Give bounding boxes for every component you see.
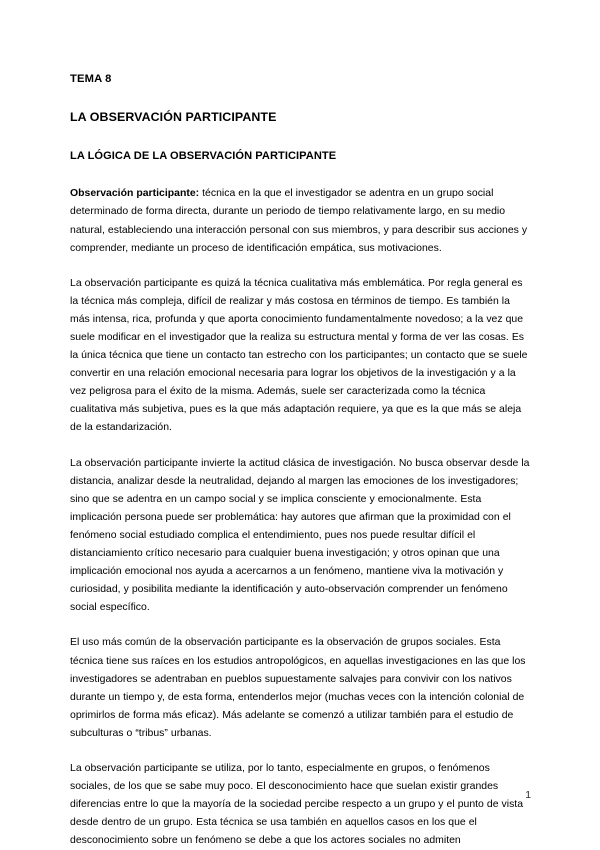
- body-paragraph: La observación participante es quizá la técnica cualitativa más emblemática. Por regla general es la técnica más compleja, difícil de realizar y más costosa en términos de tiempo. Es también la más intensa, rica, profunda y que aporta conocimiento fundamentalmente novedoso; a la vez que suele modificar en el investigador que la realiza su estructura mental y forma de ver las cosas. Es la única técnica que tiene un contacto tan estrecho con los participantes; un contacto que se suele convertir en una relación emocional necesaria para lograr los objetivos de la investigación y a la vez peligrosa para el éxito de la misma. Además, suele ser caracterizada como la técnica cualitativa más subjetiva, pues es la que más adaptación requiere, ya que es la que más se aleja de la estandarización.: [70, 277, 528, 434]
- definition-text: técnica en la que el investigador se adentra en un grupo social determinado de forma directa, durante un periodo de tiempo relativamente largo, en su medio natural, estableciendo una interacción personal con sus miembros, y para describir sus acciones y comprender, mediante un proceso de identificación empática, sus motivaciones.: [70, 188, 528, 254]
- topic-label: TEMA 8: [70, 73, 112, 85]
- body-paragraph: La observación participante invierte la actitud clásica de investigación. No busca observar desde la distancia, analizar desde la neutralidad, dejando al margen las emociones de los investigadores; sino que se adentra en un campo social y se implica consciente y emocionalmente. Esta implicación persona puede ser problemática: hay autores que afirman que la proximidad con el fenómeno social estudiado complica el entendimiento, pues nos puede resultar difícil el distanciamiento crítico necesario para cualquier buena investigación; y otros opinan que una implicación emocional nos ayuda a acercarnos a un fenómeno, mantiene viva la motivación y curiosidad, y posibilita mediante la identificación y auto-observación comprender un fenómeno social específico.: [70, 457, 530, 614]
- page-number: 1: [525, 790, 531, 801]
- definition-paragraph: [70, 185, 531, 257]
- document-content: [70, 72, 531, 850]
- body-paragraph: El uso más común de la observación participante es la observación de grupos sociales. Esta técnica tiene sus raíces en los estudios antropológicos, en aquellas investigaciones en las que los investigadores se adentraban en pueblos supuestamente salvajes para convivir con los nativos durante un tiempo y, de esta forma, entenderlos mejor (muchas veces con la intención colonial de oprimirlos de forma más eficaz). Más adelante se comenzó a utilizar también para el estudio de subculturas o “tribus” urbanas.: [70, 637, 526, 739]
- body-paragraph: La observación participante se utiliza, por lo tanto, especialmente en grupos, o fenómenos sociales, de los que se sabe muy poco. El desconocimiento hace que suelan existir grandes diferencias entre lo que la mayoría de la sociedad percibe respecto a un grupo y el punto de vista desde dentro de un grupo. Esta técnica se usa también en aquellos casos en los que el desconocimiento sobre un fenómeno se debe a que los actores sociales no admiten: [70, 762, 524, 847]
- definition-term: Observación participante:: [70, 188, 200, 200]
- page-title: LA OBSERVACIÓN PARTICIPANTE: [70, 110, 277, 124]
- section-heading: LA LÓGICA DE LA OBSERVACIÓN PARTICIPANTE: [70, 149, 337, 162]
